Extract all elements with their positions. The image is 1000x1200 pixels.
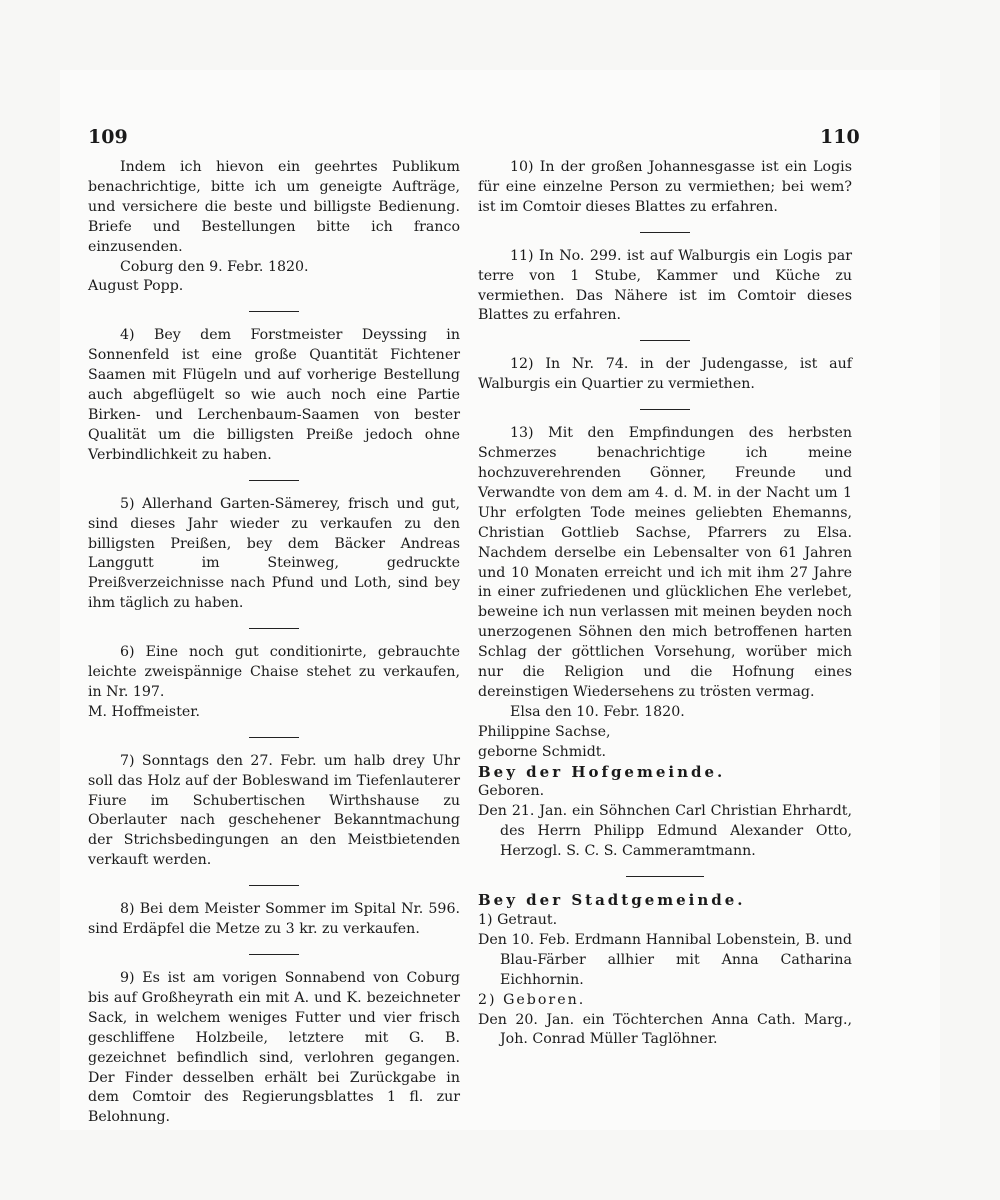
left-column xyxy=(88,158,460,1128)
notice-8: 8) Bei dem Meister Sommer im Spital Nr. 596. sind Erdäpfel die Metze zu 3 kr. zu verkaufen. xyxy=(88,901,460,938)
notice-11: 11) In No. 299. ist auf Walburgis ein Logis par terre von 1 Stube, Kammer und Küche zu vermiethen. Das Nähere ist im Comtoir dieses Blattes zu erfahren. xyxy=(478,247,852,324)
subheading-getraut: 1) Getraut. xyxy=(478,912,558,928)
divider xyxy=(640,409,690,410)
notice-9: 9) Es ist am vorigen Sonnabend von Coburg bis auf Großheyrath ein mit A. und K. bezeichneter Sack, in welchem weniges Futter und vier frisch geschliffene Holzbeile, letztere mit G. B. gezeichnet befindlich sind, verlohren gegangen. Der Finder desselben erhält bei Zurückgabe in dem Comtoir des Regierungsblattes 1 fl. zur Belohnung. xyxy=(88,970,460,1126)
divider xyxy=(249,954,299,955)
notice-13-signature-name: Philippine Sachse, xyxy=(478,723,611,740)
divider xyxy=(249,480,299,481)
notice-13: 13) Mit den Empfindungen des herbsten Schmerzes benachrichtige ich meine hochzuverehrenden Gönner, Freunde und Verwandte von dem am 4. d. M. in der Nacht um 1 Uhr erfolgten Tode meines geliebten Ehemanns, Christian Gottlieb Sachse, Pfarrers zu Elsa. Nachdem derselbe ein Lebensalter von 61 Jahren und 10 Monaten erreicht und ich mit ihm 27 Jahre in einer zufriedenen und glücklichen Ehe verlebet, beweine ich nun verlassen mit meinen beyden noch unerzogenen Söhnen den mich betroffenen harten Schlag der göttlichen Vorsehung, worüber mich nur die Religion und die Hofnung eines dereinstigen Wiedersehens zu trösten vermag. xyxy=(478,425,852,700)
notice-13-date: Elsa den 10. Febr. 1820. xyxy=(510,703,685,720)
subheading-geboren: 2) Geboren. xyxy=(478,991,586,1008)
notice-10: 10) In der großen Johannesgasse ist ein Logis für eine einzelne Person zu vermiethen; bei wem? ist im Comtoir dieses Blattes zu erfahren. xyxy=(478,159,852,215)
divider xyxy=(626,876,704,877)
right-column xyxy=(478,158,852,1050)
divider xyxy=(640,340,690,341)
section-heading-hofgemeinde: Bey der Hofgemeinde. xyxy=(478,762,726,781)
register-entry: Den 20. Jan. ein Töchterchen Anna Cath. Marg., Joh. Conrad Müller Taglöhner. xyxy=(478,1011,852,1048)
subheading-geboren: Geboren. xyxy=(478,783,545,800)
notice-intro-signature: August Popp. xyxy=(88,278,184,295)
notice-13-signature-maiden: geborne Schmidt. xyxy=(478,743,607,760)
page-number-right: 110 xyxy=(820,126,860,148)
notice-intro: Indem ich hievon ein geehrtes Publikum benachrichtige, bitte ich um geneigte Aufträge, und versichere die beste und billigste Bedienung. Briefe und Bestellungen bitte ich franco einzusenden. xyxy=(88,159,460,255)
notice-intro-date: Coburg den 9. Febr. 1820. xyxy=(120,258,309,275)
divider xyxy=(249,628,299,629)
notice-4: 4) Bey dem Forstmeister Deyssing in Sonnenfeld ist eine große Quantität Fichtener Saamen mit Flügeln und auf vorherige Bestellung auch abgeflügelt so wie auch noch eine Partie Birken- und Lerchenbaum-Saamen von bester Qualität um die billigsten Preiße jedoch ohne Verbindlichkeit zu haben. xyxy=(88,327,460,463)
notice-5: 5) Allerhand Garten-Sämerey, frisch und gut, sind dieses Jahr wieder zu verkaufen zu den billigsten Preißen, bey dem Bäcker Andreas Langgutt im Steinweg, gedruckte Preißverzeichnisse nach Pfund und Loth, sind bey ihm täglich zu haben. xyxy=(88,495,460,612)
notice-6-signature: M. Hoffmeister. xyxy=(88,703,201,720)
register-entry: Den 21. Jan. ein Söhnchen Carl Christian Ehrhardt, des Herrn Philipp Edmund Alexander Otto, Herzogl. S. C. S. Cammeramtmann. xyxy=(478,803,852,860)
notice-7: 7) Sonntags den 27. Febr. um halb drey Uhr soll das Holz auf der Bobleswand im Tiefenlauterer Fiure im Schubertischen Wirthshause zu Oberlauter nach geschehener Bekanntmachung der Strichsbedingungen an den Meistbietenden verkauft werden. xyxy=(88,752,460,869)
divider xyxy=(249,885,299,886)
divider xyxy=(249,737,299,738)
divider xyxy=(640,232,690,233)
divider xyxy=(249,311,299,312)
notice-12: 12) In Nr. 74. in der Judengasse, ist auf Walburgis ein Quartier zu vermiethen. xyxy=(478,356,852,393)
register-entry: Den 10. Feb. Erdmann Hannibal Lobenstein, B. und Blau-Färber allhier mit Anna Catharina Eichhornin. xyxy=(478,931,852,988)
section-heading-stadtgemeinde: Bey der Stadtgemeinde. xyxy=(478,891,746,910)
notice-6: 6) Eine noch gut conditionirte, gebrauchte leichte zweispännige Chaise stehet zu verkaufen, in Nr. 197. xyxy=(88,644,460,700)
page-number-left: 109 xyxy=(88,126,128,148)
